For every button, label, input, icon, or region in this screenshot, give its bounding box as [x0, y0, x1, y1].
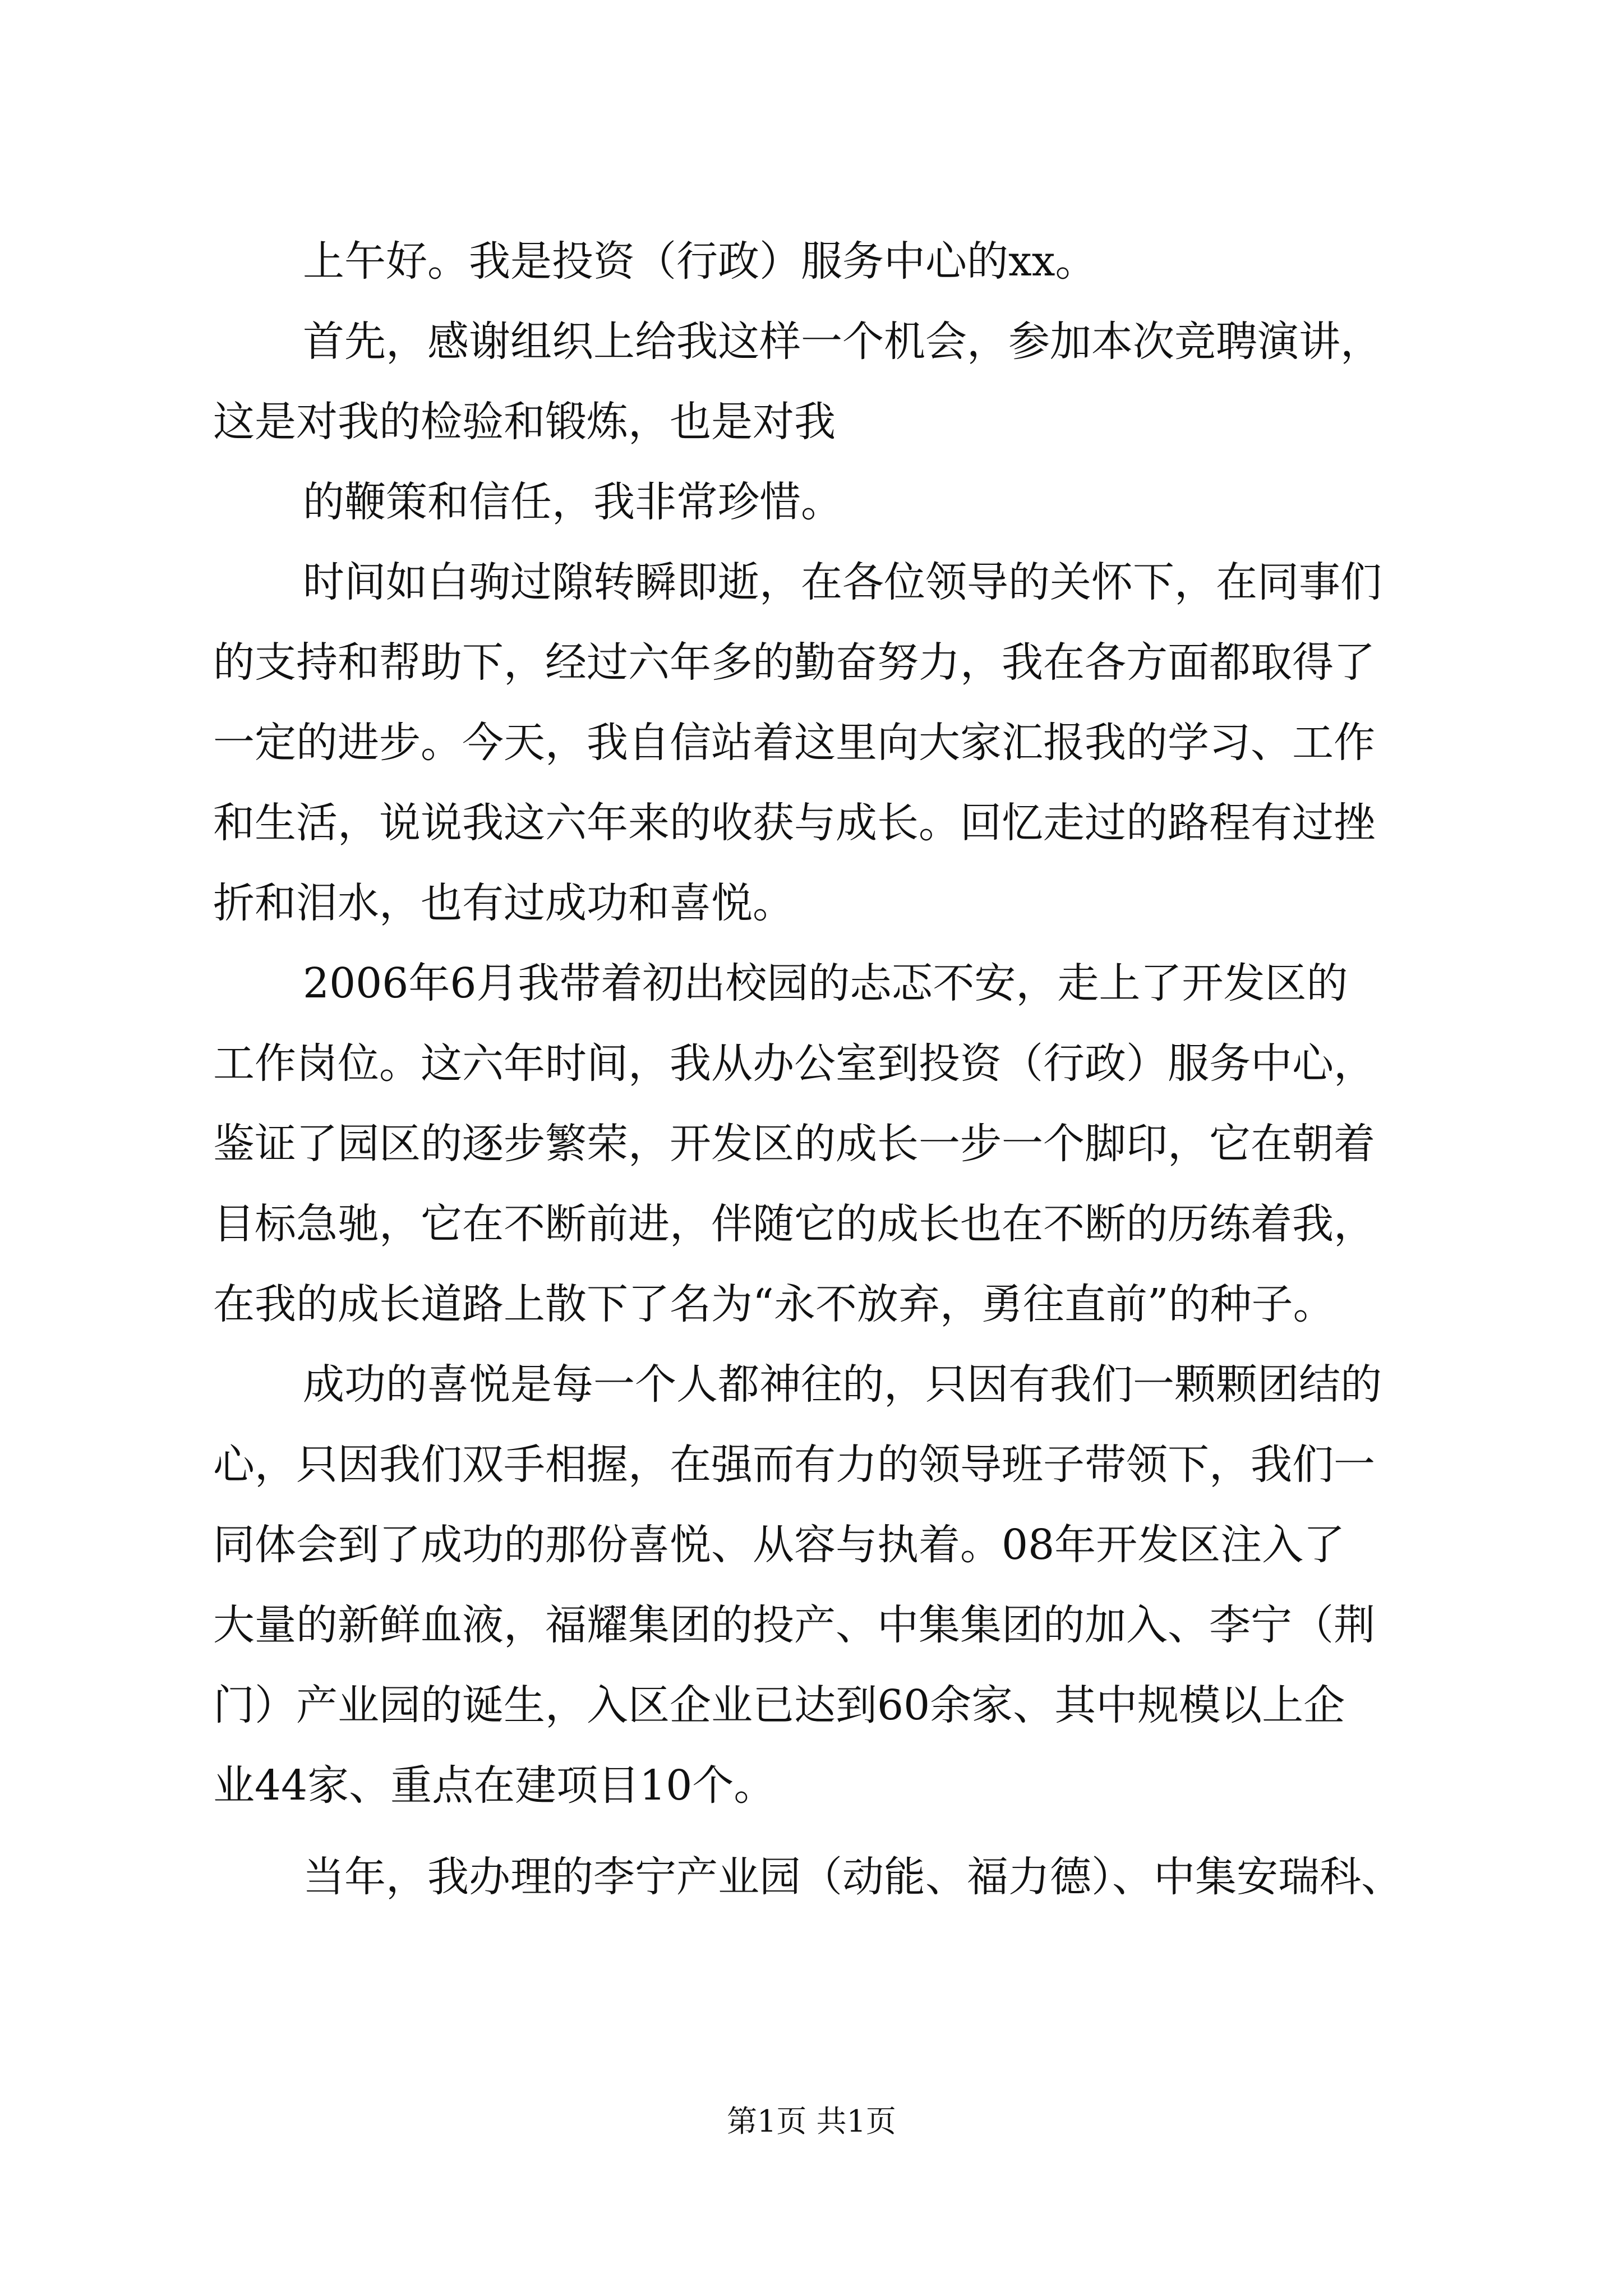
text-line: 2006年6月我带着初出校园的忐忑不安，走上了开发区的: [303, 959, 1348, 1007]
text-line: 和生活，说说我这六年来的收获与成长。回忆走过的路程有过挫: [213, 799, 1375, 847]
text-line: 折和泪水，也有过成功和喜悦。: [213, 879, 794, 927]
page-number-label: 第1页 共1页: [727, 2104, 896, 2139]
text-line: 的鞭策和信任，我非常珍惜。: [303, 478, 842, 526]
text-line: 心，只因我们双手相握，在强而有力的领导班子带领下，我们一: [213, 1441, 1375, 1489]
text-line: 时间如白驹过隙转瞬即逝，在各位领导的关怀下，在同事们: [303, 558, 1382, 606]
text-line: 门）产业园的诞生，入区企业已达到60余家、其中规模以上企: [213, 1681, 1345, 1729]
text-line: 在我的成长道路上散下了名为“永不放弃，勇往直前”的种子。: [213, 1280, 1335, 1328]
document-body: [213, 222, 1413, 1917]
text-line: 成功的喜悦是每一个人都神往的，只因有我们一颗颗团结的: [303, 1360, 1382, 1409]
page-footer: [0, 2099, 1623, 2144]
text-line: 的支持和帮助下，经过六年多的勤奋努力，我在各方面都取得了: [213, 638, 1375, 687]
text-line: 业44家、重点在建项目10个。: [213, 1761, 776, 1810]
text-line: 鉴证了园区的逐步繁荣，开发区的成长一步一个脚印，它在朝着: [213, 1120, 1375, 1168]
text-line: 同体会到了成功的那份喜悦、从容与执着。08年开发区注入了: [213, 1521, 1345, 1569]
text-line: 一定的进步。今天，我自信站着这里向大家汇报我的学习、工作: [213, 719, 1375, 767]
text-line: 上午好。我是投资（行政）服务中心的xx。: [303, 237, 1097, 286]
text-line: 工作岗位。这六年时间，我从办公室到投资（行政）服务中心，: [213, 1039, 1375, 1088]
text-line: 这是对我的检验和锻炼，也是对我: [213, 398, 836, 446]
text-line: 大量的新鲜血液，福耀集团的投产、中集集团的加入、李宁（荆: [213, 1601, 1375, 1649]
text-line: 当年，我办理的李宁产业园（动能、福力德）、中集安瑞科、: [303, 1853, 1403, 1901]
text-line: 首先，感谢组织上给我这样一个机会，参加本次竞聘演讲，: [303, 318, 1382, 366]
text-line: 目标急驰，它在不断前进，伴随它的成长也在不断的历练着我，: [213, 1200, 1375, 1248]
